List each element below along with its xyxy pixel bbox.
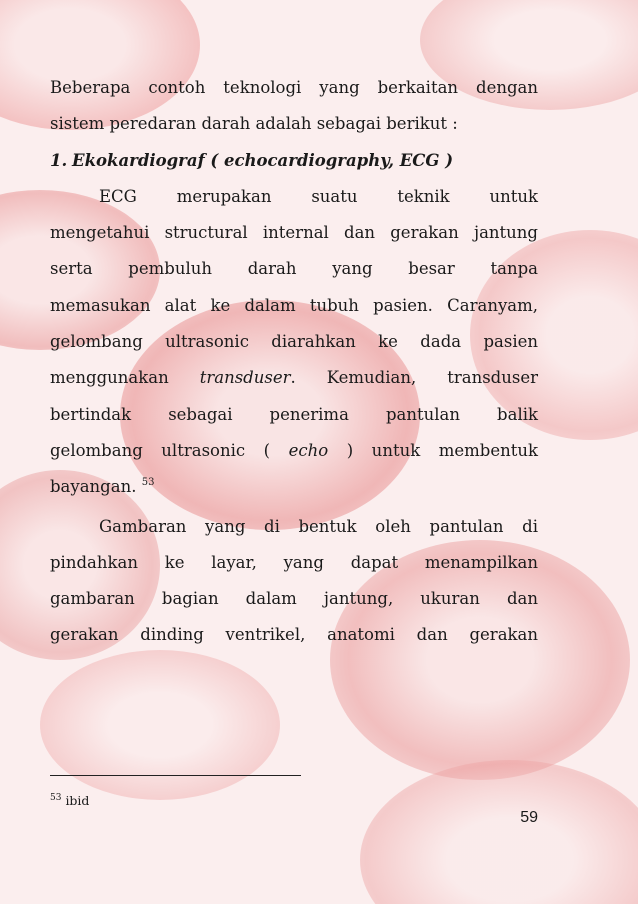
footnote-separator: [50, 775, 301, 776]
paragraph-line: mengetahui structural internal dan gerakan jantung: [50, 223, 538, 243]
heading-text: Ekokardiograf ( echocardiography, ECG ): [72, 150, 454, 170]
heading-number: 1.: [50, 150, 68, 170]
paragraph-line: pindahkan ke layar, yang dapat menampilkan: [50, 552, 538, 572]
paragraph-line: [50, 469, 538, 508]
paragraph-line: ECG merupakan suatu teknik untuk: [99, 186, 538, 206]
paragraph-line: gambaran bagian dalam jantung, ukuran dan: [50, 589, 538, 609]
footnote-reference[interactable]: 53: [141, 477, 155, 489]
italic-term: transduser: [199, 368, 291, 388]
footnote-text: ibid: [65, 793, 90, 808]
line-segment: ) untuk membentuk: [328, 440, 538, 460]
paragraph-line: [50, 433, 538, 469]
blood-cell: [40, 650, 280, 800]
paragraph-line: serta pembuluh darah yang besar tanpa: [50, 259, 538, 279]
paragraph-line: [50, 360, 538, 396]
footnote-number: 53: [50, 793, 62, 803]
italic-term: echo: [288, 440, 329, 460]
line-segment: bayangan.: [50, 477, 137, 497]
paragraph-line: memasukan alat ke dalam tubuh pasien. Caranyam,: [50, 295, 538, 315]
footnote: [50, 793, 89, 808]
line-segment: . Kemudian, transduser: [290, 368, 538, 388]
paragraph-line: bertindak sebagai penerima pantulan balik: [50, 404, 538, 424]
page-body: [50, 70, 538, 654]
section-heading: [50, 143, 538, 179]
paragraph-line: gerakan dinding ventrikel, anatomi dan gerakan: [50, 625, 538, 645]
paragraph-line: gelombang ultrasonic diarahkan ke dada pasien: [50, 332, 538, 352]
line-segment: gelombang ultrasonic (: [50, 440, 289, 460]
intro-line: sistem peredaran darah adalah sebagai berikut :: [50, 114, 458, 134]
page-number: 59: [520, 809, 538, 826]
paragraph-line: Gambaran yang di bentuk oleh pantulan di: [99, 516, 538, 536]
blood-cell: [360, 760, 638, 904]
line-segment: menggunakan: [50, 368, 200, 388]
intro-line: Beberapa contoh teknologi yang berkaitan dengan: [50, 78, 538, 97]
